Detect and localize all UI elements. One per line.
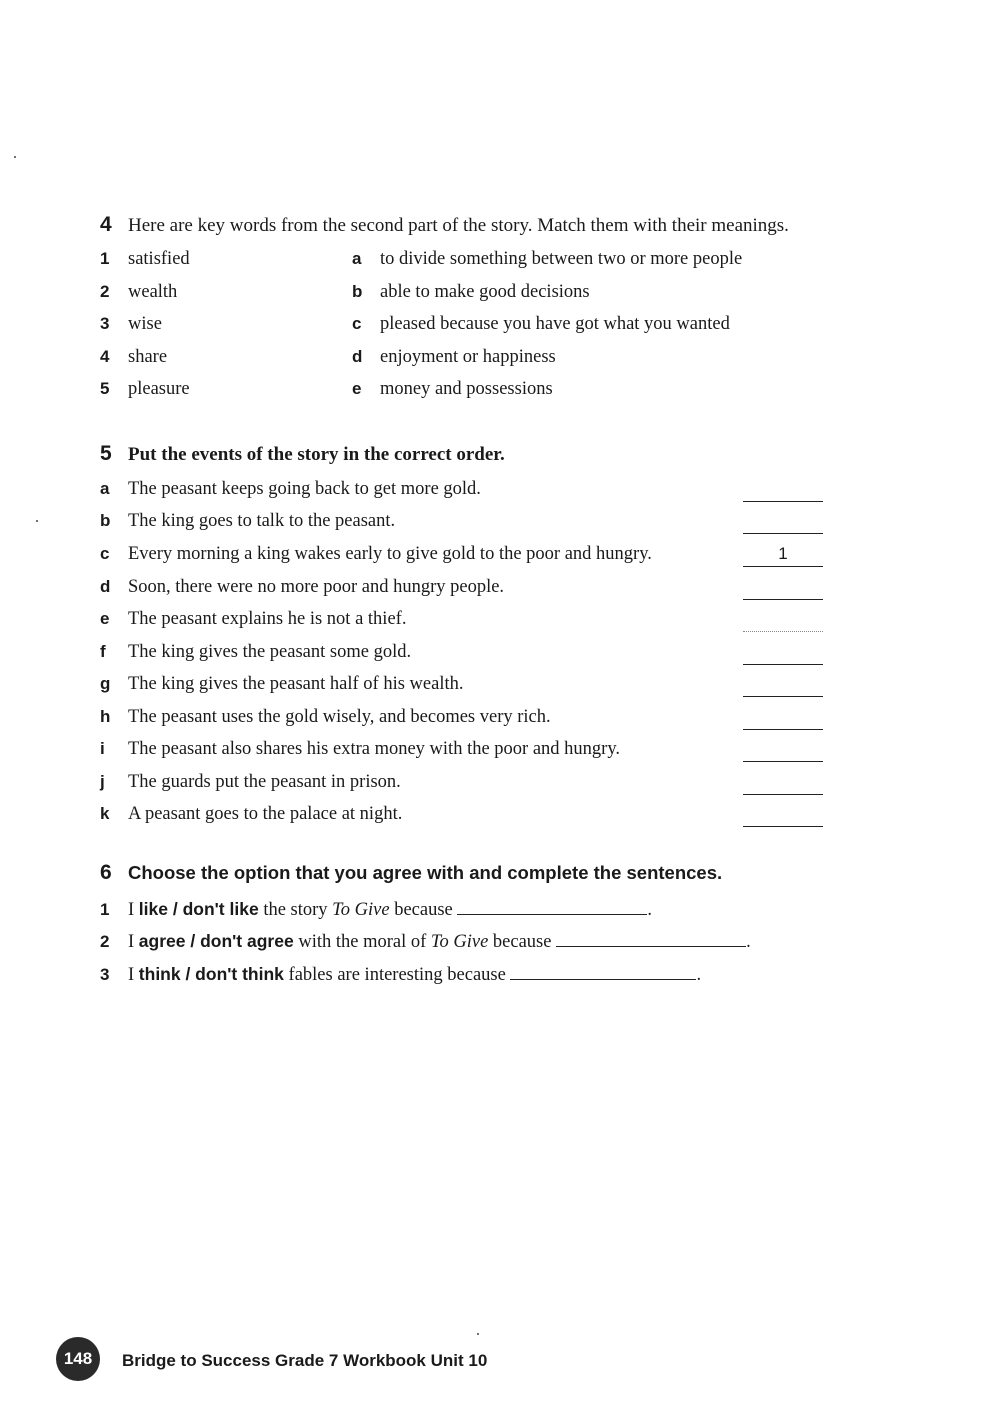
answer-blank[interactable] <box>743 674 823 697</box>
answer-blank[interactable] <box>743 609 823 632</box>
meaning-item: c pleased because you have got what you wanted <box>352 314 730 334</box>
event-item: c Every morning a king wakes early to give gold to the poor and hungry. <box>100 544 652 564</box>
exercise-4-number: 4 <box>100 213 112 236</box>
option-choice[interactable]: think / don't think <box>138 964 284 984</box>
meaning-item: e money and possessions <box>352 379 553 399</box>
event-item: b The king goes to talk to the peasant. <box>100 511 396 531</box>
meaning-item: a to divide something between two or more people <box>352 249 743 269</box>
exercise-6-number: 6 <box>100 861 112 884</box>
answer-blank[interactable] <box>743 772 823 795</box>
sentence-item: 3 I think / don't think fables are interesting because . <box>100 964 702 985</box>
word-item: 4 share <box>100 347 168 367</box>
event-item: k A peasant goes to the palace at night. <box>100 804 403 824</box>
answer-line[interactable] <box>510 963 696 980</box>
answer-blank[interactable] <box>743 642 823 665</box>
word-item: 5 pleasure <box>100 379 190 399</box>
answer-line[interactable] <box>556 930 746 947</box>
meaning-item: b able to make good decisions <box>352 282 590 302</box>
exercise-4-heading <box>100 213 789 237</box>
sentence-item: 2 I agree / don't agree with the moral of To Give because . <box>100 931 751 952</box>
answer-blank[interactable] <box>743 739 823 762</box>
answer-blank[interactable]: 1 <box>743 544 823 567</box>
footer-title: Bridge to Success Grade 7 Workbook Unit 10 <box>122 1351 488 1370</box>
exercise-5-number: 5 <box>100 442 112 465</box>
meaning-item: d enjoyment or happiness <box>352 347 556 367</box>
word-item: 3 wise <box>100 314 162 334</box>
answer-blank[interactable] <box>743 577 823 600</box>
scan-speck <box>14 156 16 158</box>
word-item: 2 wealth <box>100 282 178 302</box>
exercise-5-heading <box>100 442 505 466</box>
exercise-6-heading <box>100 861 722 885</box>
word-item: 1 satisfied <box>100 249 190 269</box>
event-item: i The peasant also shares his extra money with the poor and hungry. <box>100 739 621 759</box>
answer-blank[interactable] <box>743 804 823 827</box>
answer-blank[interactable] <box>743 707 823 730</box>
event-item: e The peasant explains he is not a thief. <box>100 609 407 629</box>
exercise-6-instruction: Choose the option that you agree with and complete the sentences. <box>128 862 723 883</box>
event-item: a The peasant keeps going back to get more gold. <box>100 479 481 499</box>
option-choice[interactable]: like / don't like <box>138 899 259 919</box>
answer-blank[interactable] <box>743 479 823 502</box>
sentence-item: 1 I like / don't like the story To Give because . <box>100 899 652 920</box>
answer-line[interactable] <box>457 898 647 915</box>
event-item: h The peasant uses the gold wisely, and becomes very rich. <box>100 707 551 727</box>
event-item: j The guards put the peasant in prison. <box>100 772 401 792</box>
answer-blank[interactable] <box>743 511 823 534</box>
option-choice[interactable]: agree / don't agree <box>138 931 294 951</box>
scan-speck <box>36 520 38 522</box>
page-number-badge: 148 <box>56 1337 100 1381</box>
exercise-5-instruction: Put the events of the story in the correct order. <box>128 444 505 465</box>
event-item: f The king gives the peasant some gold. <box>100 642 412 662</box>
exercise-4-instruction: Here are key words from the second part of the story. Match them with their meanings. <box>128 215 789 236</box>
scan-speck <box>477 1333 479 1335</box>
event-item: g The king gives the peasant half of his wealth. <box>100 674 464 694</box>
event-item: d Soon, there were no more poor and hungry people. <box>100 577 505 597</box>
